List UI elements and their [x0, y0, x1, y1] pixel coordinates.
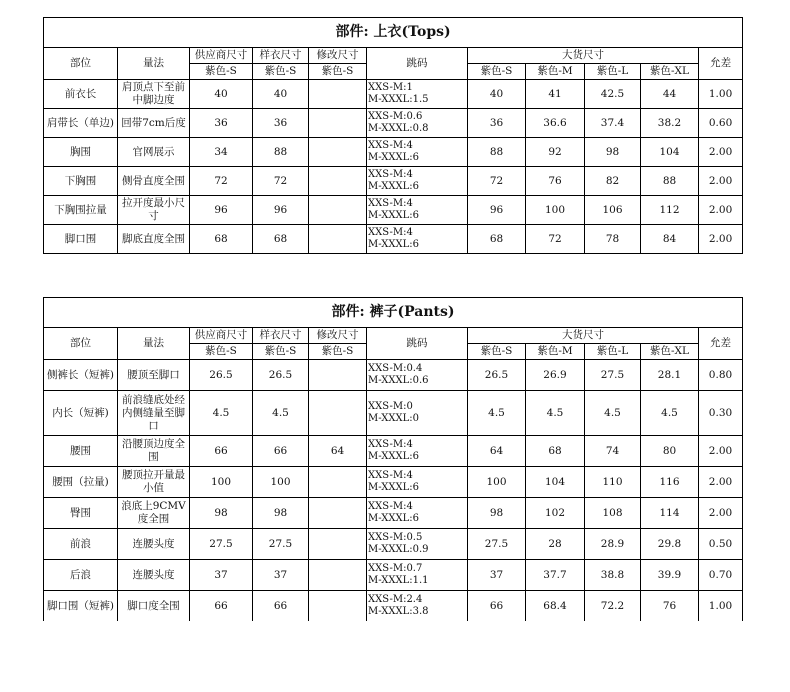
bulk-l-cell: 28.9	[585, 529, 641, 560]
part-cell: 下胸围	[44, 167, 118, 196]
table-row	[44, 467, 743, 498]
jump-line-m-xxxl: M-XXXL:1.1	[368, 575, 429, 586]
table-row	[44, 560, 743, 591]
bulk-m-cell: 28	[526, 529, 585, 560]
tolerance-cell: 0.70	[699, 560, 743, 591]
header-bulk: 大货尺寸	[468, 48, 699, 64]
part-cell: 侧裤长（短裤)	[44, 360, 118, 391]
revised-size-cell	[309, 498, 367, 529]
jump-line-xxs-m: XXS-M:0	[368, 401, 413, 412]
tops-table-title: 部件: 上衣(Tops)	[44, 18, 743, 48]
sample-size-cell: 100	[253, 467, 309, 498]
bulk-m-cell: 37.7	[526, 560, 585, 591]
size-header-bulk-l: 紫色-L	[585, 344, 641, 360]
part-cell: 下胸围拉量	[44, 196, 118, 225]
tolerance-cell: 1.00	[699, 80, 743, 109]
tolerance-cell: 0.80	[699, 360, 743, 391]
revised-size-cell	[309, 391, 367, 436]
bulk-s-cell: 4.5	[468, 391, 526, 436]
size-header-sample: 紫色-S	[253, 344, 309, 360]
header-jump: 跳码	[367, 48, 468, 80]
bulk-m-cell: 72	[526, 225, 585, 254]
bulk-s-cell: 68	[468, 225, 526, 254]
bulk-s-cell: 98	[468, 498, 526, 529]
jump-line-m-xxxl: M-XXXL:6	[368, 451, 419, 462]
jump-line-m-xxxl: M-XXXL:6	[368, 210, 419, 221]
part-cell: 后浪	[44, 560, 118, 591]
revised-size-cell: 64	[309, 436, 367, 467]
bulk-xl-cell: 104	[641, 138, 699, 167]
jump-cell	[367, 138, 468, 167]
bulk-s-cell: 36	[468, 109, 526, 138]
table-row	[44, 167, 743, 196]
bulk-m-cell: 26.9	[526, 360, 585, 391]
jump-line-xxs-m: XXS-M:0.6	[368, 111, 423, 122]
revised-size-cell	[309, 529, 367, 560]
jump-line-m-xxxl: M-XXXL:0.6	[368, 375, 429, 386]
part-cell: 臀围	[44, 498, 118, 529]
table-row	[44, 391, 743, 436]
tolerance-cell: 2.00	[699, 196, 743, 225]
bulk-l-cell: 98	[585, 138, 641, 167]
pants-table-title: 部件: 裤子(Pants)	[44, 298, 743, 328]
jump-cell	[367, 225, 468, 254]
part-cell: 腰围（拉量)	[44, 467, 118, 498]
part-cell: 腰围	[44, 436, 118, 467]
bulk-m-cell: 36.6	[526, 109, 585, 138]
jump-cell	[367, 196, 468, 225]
bulk-m-cell: 68	[526, 436, 585, 467]
method-cell: 官网展示	[118, 138, 190, 167]
part-cell: 前衣长	[44, 80, 118, 109]
part-cell: 胸围	[44, 138, 118, 167]
supplier-size-cell: 26.5	[190, 360, 253, 391]
bulk-l-cell: 110	[585, 467, 641, 498]
part-cell: 脚口围（短裤)	[44, 591, 118, 622]
tolerance-cell: 0.30	[699, 391, 743, 436]
jump-line-m-xxxl: M-XXXL:3.8	[368, 606, 429, 617]
tolerance-cell: 0.50	[699, 529, 743, 560]
bulk-l-cell: 78	[585, 225, 641, 254]
header-revised: 修改尺寸	[309, 48, 367, 64]
jump-line-xxs-m: XXS-M:4	[368, 198, 413, 209]
tolerance-cell: 2.00	[699, 498, 743, 529]
bulk-m-cell: 92	[526, 138, 585, 167]
bulk-m-cell: 104	[526, 467, 585, 498]
bulk-l-cell: 82	[585, 167, 641, 196]
bulk-xl-cell: 44	[641, 80, 699, 109]
bulk-l-cell: 4.5	[585, 391, 641, 436]
size-header-bulk-m: 紫色-M	[526, 64, 585, 80]
bulk-xl-cell: 28.1	[641, 360, 699, 391]
method-cell: 沿腰顶边度全围	[118, 436, 190, 467]
table-row	[44, 591, 743, 622]
jump-line-m-xxxl: M-XXXL:0	[368, 413, 419, 424]
jump-line-m-xxxl: M-XXXL:6	[368, 482, 419, 493]
table-row	[44, 436, 743, 467]
bulk-xl-cell: 88	[641, 167, 699, 196]
jump-line-xxs-m: XXS-M:0.4	[368, 363, 423, 374]
size-header-bulk-l: 紫色-L	[585, 64, 641, 80]
revised-size-cell	[309, 196, 367, 225]
jump-line-xxs-m: XXS-M:4	[368, 501, 413, 512]
tolerance-cell: 1.00	[699, 591, 743, 622]
jump-line-xxs-m: XXS-M:1	[368, 82, 413, 93]
bulk-l-cell: 108	[585, 498, 641, 529]
header-supplier: 供应商尺寸	[190, 48, 253, 64]
tolerance-cell: 2.00	[699, 225, 743, 254]
method-cell: 回带7cm后度	[118, 109, 190, 138]
jump-cell	[367, 167, 468, 196]
supplier-size-cell: 72	[190, 167, 253, 196]
bulk-l-cell: 42.5	[585, 80, 641, 109]
table-row	[44, 360, 743, 391]
part-cell: 脚口围	[44, 225, 118, 254]
size-header-supplier: 紫色-S	[190, 64, 253, 80]
bulk-s-cell: 64	[468, 436, 526, 467]
bulk-l-cell: 37.4	[585, 109, 641, 138]
table-row	[44, 80, 743, 109]
supplier-size-cell: 40	[190, 80, 253, 109]
jump-cell	[367, 467, 468, 498]
sample-size-cell: 36	[253, 109, 309, 138]
bulk-s-cell: 40	[468, 80, 526, 109]
sample-size-cell: 88	[253, 138, 309, 167]
sample-size-cell: 72	[253, 167, 309, 196]
part-cell: 肩带长（单边)	[44, 109, 118, 138]
supplier-size-cell: 68	[190, 225, 253, 254]
jump-cell	[367, 591, 468, 622]
sample-size-cell: 68	[253, 225, 309, 254]
bulk-xl-cell: 116	[641, 467, 699, 498]
bulk-m-cell: 41	[526, 80, 585, 109]
method-cell: 腰顶至脚口	[118, 360, 190, 391]
part-cell: 内长（短裤)	[44, 391, 118, 436]
jump-line-xxs-m: XXS-M:0.5	[368, 532, 423, 543]
jump-cell	[367, 109, 468, 138]
table-row	[44, 498, 743, 529]
header-method: 量法	[118, 328, 190, 360]
revised-size-cell	[309, 467, 367, 498]
sample-size-cell: 98	[253, 498, 309, 529]
jump-cell	[367, 80, 468, 109]
tolerance-cell: 2.00	[699, 436, 743, 467]
size-header-sample: 紫色-S	[253, 64, 309, 80]
bulk-xl-cell: 84	[641, 225, 699, 254]
bulk-m-cell: 102	[526, 498, 585, 529]
sample-size-cell: 37	[253, 560, 309, 591]
jump-line-xxs-m: XXS-M:4	[368, 169, 413, 180]
revised-size-cell	[309, 167, 367, 196]
bulk-xl-cell: 114	[641, 498, 699, 529]
jump-cell	[367, 436, 468, 467]
header-tolerance: 允差	[699, 48, 743, 80]
header-part: 部位	[44, 328, 118, 360]
supplier-size-cell: 37	[190, 560, 253, 591]
method-cell: 脚口度全围	[118, 591, 190, 622]
bulk-s-cell: 66	[468, 591, 526, 622]
bulk-m-cell: 76	[526, 167, 585, 196]
bulk-l-cell: 74	[585, 436, 641, 467]
jump-line-m-xxxl: M-XXXL:1.5	[368, 94, 429, 105]
header-jump: 跳码	[367, 328, 468, 360]
jump-line-xxs-m: XXS-M:0.7	[368, 563, 423, 574]
jump-line-m-xxxl: M-XXXL:6	[368, 181, 419, 192]
header-bulk: 大货尺寸	[468, 328, 699, 344]
method-cell: 连腰头度	[118, 529, 190, 560]
header-sample: 样衣尺寸	[253, 48, 309, 64]
method-cell: 浪底上9CMV度全围	[118, 498, 190, 529]
method-cell: 连腰头度	[118, 560, 190, 591]
part-cell: 前浪	[44, 529, 118, 560]
bulk-l-cell: 38.8	[585, 560, 641, 591]
bulk-xl-cell: 29.8	[641, 529, 699, 560]
sample-size-cell: 26.5	[253, 360, 309, 391]
bulk-xl-cell: 38.2	[641, 109, 699, 138]
tolerance-cell: 2.00	[699, 138, 743, 167]
bulk-s-cell: 72	[468, 167, 526, 196]
revised-size-cell	[309, 109, 367, 138]
bulk-s-cell: 37	[468, 560, 526, 591]
bulk-l-cell: 72.2	[585, 591, 641, 622]
supplier-size-cell: 66	[190, 591, 253, 622]
jump-line-xxs-m: XXS-M:2.4	[368, 594, 423, 605]
jump-line-m-xxxl: M-XXXL:6	[368, 513, 419, 524]
supplier-size-cell: 66	[190, 436, 253, 467]
bulk-xl-cell: 39.9	[641, 560, 699, 591]
jump-line-xxs-m: XXS-M:4	[368, 140, 413, 151]
size-header-bulk-xl: 紫色-XL	[641, 344, 699, 360]
bulk-xl-cell: 80	[641, 436, 699, 467]
table-row	[44, 109, 743, 138]
tolerance-cell: 2.00	[699, 167, 743, 196]
supplier-size-cell: 34	[190, 138, 253, 167]
supplier-size-cell: 96	[190, 196, 253, 225]
header-sample: 样衣尺寸	[253, 328, 309, 344]
table-row	[44, 529, 743, 560]
jump-line-xxs-m: XXS-M:4	[368, 439, 413, 450]
supplier-size-cell: 36	[190, 109, 253, 138]
jump-line-m-xxxl: M-XXXL:0.8	[368, 123, 429, 134]
method-cell: 侧骨直度全围	[118, 167, 190, 196]
bulk-m-cell: 68.4	[526, 591, 585, 622]
table-row	[44, 138, 743, 167]
jump-line-m-xxxl: M-XXXL:0.9	[368, 544, 429, 555]
bulk-xl-cell: 112	[641, 196, 699, 225]
method-cell: 前浪缝底处经内侧缝量至脚口	[118, 391, 190, 436]
revised-size-cell	[309, 138, 367, 167]
revised-size-cell	[309, 225, 367, 254]
supplier-size-cell: 98	[190, 498, 253, 529]
sample-size-cell: 40	[253, 80, 309, 109]
jump-cell	[367, 360, 468, 391]
size-header-revised: 紫色-S	[309, 64, 367, 80]
jump-line-xxs-m: XXS-M:4	[368, 470, 413, 481]
jump-cell	[367, 391, 468, 436]
table-row	[44, 196, 743, 225]
jump-cell	[367, 560, 468, 591]
size-header-bulk-m: 紫色-M	[526, 344, 585, 360]
table-row	[44, 225, 743, 254]
bulk-xl-cell: 4.5	[641, 391, 699, 436]
revised-size-cell	[309, 560, 367, 591]
jump-cell	[367, 529, 468, 560]
size-header-bulk-xl: 紫色-XL	[641, 64, 699, 80]
sample-size-cell: 66	[253, 591, 309, 622]
header-method: 量法	[118, 48, 190, 80]
bulk-xl-cell: 76	[641, 591, 699, 622]
bulk-s-cell: 26.5	[468, 360, 526, 391]
sample-size-cell: 66	[253, 436, 309, 467]
revised-size-cell	[309, 591, 367, 622]
size-header-supplier: 紫色-S	[190, 344, 253, 360]
bulk-l-cell: 106	[585, 196, 641, 225]
bulk-s-cell: 88	[468, 138, 526, 167]
size-header-bulk-s: 紫色-S	[468, 344, 526, 360]
supplier-size-cell: 27.5	[190, 529, 253, 560]
jump-line-m-xxxl: M-XXXL:6	[368, 239, 419, 250]
sample-size-cell: 4.5	[253, 391, 309, 436]
method-cell: 脚底直度全围	[118, 225, 190, 254]
bulk-s-cell: 96	[468, 196, 526, 225]
header-part: 部位	[44, 48, 118, 80]
bulk-m-cell: 4.5	[526, 391, 585, 436]
jump-line-m-xxxl: M-XXXL:6	[368, 152, 419, 163]
method-cell: 腰顶拉开量最小值	[118, 467, 190, 498]
tops-spec-table	[43, 17, 743, 254]
header-revised: 修改尺寸	[309, 328, 367, 344]
bulk-s-cell: 100	[468, 467, 526, 498]
tolerance-cell: 0.60	[699, 109, 743, 138]
size-header-bulk-s: 紫色-S	[468, 64, 526, 80]
revised-size-cell	[309, 80, 367, 109]
bulk-m-cell: 100	[526, 196, 585, 225]
bulk-l-cell: 27.5	[585, 360, 641, 391]
revised-size-cell	[309, 360, 367, 391]
header-supplier: 供应商尺寸	[190, 328, 253, 344]
jump-line-xxs-m: XXS-M:4	[368, 227, 413, 238]
sample-size-cell: 27.5	[253, 529, 309, 560]
method-cell: 肩顶点下至前中脚边度	[118, 80, 190, 109]
size-header-revised: 紫色-S	[309, 344, 367, 360]
jump-cell	[367, 498, 468, 529]
sample-size-cell: 96	[253, 196, 309, 225]
method-cell: 拉开度最小尺寸	[118, 196, 190, 225]
supplier-size-cell: 100	[190, 467, 253, 498]
supplier-size-cell: 4.5	[190, 391, 253, 436]
bulk-s-cell: 27.5	[468, 529, 526, 560]
header-tolerance: 允差	[699, 328, 743, 360]
pants-spec-table	[43, 297, 743, 621]
tolerance-cell: 2.00	[699, 467, 743, 498]
